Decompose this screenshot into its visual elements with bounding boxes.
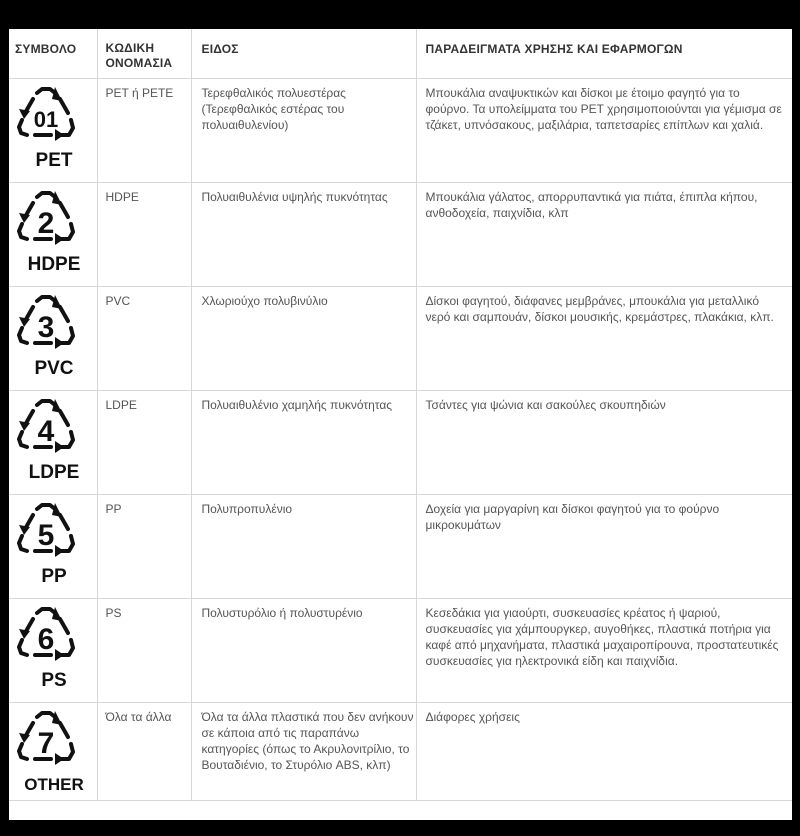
table-row [9,78,792,182]
type-cell: Πολυστυρόλιο ή πολυστυρένιο [191,598,416,702]
code-cell: Όλα τα άλλα [97,702,191,800]
header-code-line2: ΟΝΟΜΑΣΙΑ [105,56,173,70]
uses-cell: Κεσεδάκια για γιαούρτι, συσκευασίες κρέατος ή ψαριού, συσκευασίες για χάμπουργκερ, αυγοθήκες, πλαστικά ποτήρια για καφέ από μηχανήματα, πλαστικά μαχαιροπίρουνα, προστατευτικές συσκευασίες για ηλεκτρονικά είδη και παιχνίδια. [416,598,792,702]
recycling-number: 2 [37,206,55,240]
header-type: ΕΙΔΟΣ [191,29,416,78]
symbol-cell [9,286,97,390]
uses-cell: Δοχεία για μαργαρίνη και δίσκοι φαγητού για το φούρνο μικροκυμάτων [416,494,792,598]
table-header-row [9,29,792,78]
table-row [9,286,792,390]
recycling-number: 3 [37,310,55,344]
uses-cell: Διάφορες χρήσεις [416,702,792,800]
resin-abbreviation: PS [41,669,67,691]
code-cell: HDPE [97,182,191,286]
code-cell: PVC [97,286,191,390]
arrowhead [52,295,62,309]
arrowhead [52,711,62,725]
resin-abbreviation: PET [35,149,73,171]
uses-cell: Δίσκοι φαγητού, διάφανες μεμβράνες, μπουκάλια για μεταλλικό νερό και σαμπουάν, δίσκοι μουσικής, κρεμάστρες, πλακάκια, κλπ. [416,286,792,390]
type-cell: Τερεφθαλικός πολυεστέρας (Τερεφθαλικός εστέρας του πολυαιθυλενίου) [191,78,416,182]
recycling-number: 01 [33,106,59,132]
symbol-cell [9,702,97,800]
arrowhead [52,607,62,621]
recycling-number: 4 [37,414,55,448]
uses-cell: Τσάντες για ψώνια και σακούλες σκουπηδιών [416,390,792,494]
type-cell: Όλα τα άλλα πλαστικά που δεν ανήκουν σε κάποια από τις παραπάνω κατηγορίες (όπως το Ακρυλονιτρίλιο, το Βουταδιένιο, το Στυρόλιο ABS, κλπ) [191,702,416,800]
header-code-line1: ΚΩΔΙΚΗ [105,41,155,55]
resin-abbreviation: LDPE [28,461,80,483]
uses-cell: Μπουκάλια αναψυκτικών και δίσκοι με έτοιμο φαγητό για το φούρνο. Τα υπολείμματα του PET χρησιμοποιούνται για γέμισμα σε τζάκετ, υπνόσακους, μαξιλάρια, ταπετσαρίες επίπλων και χαλιά. [416,78,792,182]
type-cell: Χλωριούχο πολυβινύλιο [191,286,416,390]
symbol-cell [9,78,97,182]
resin-abbreviation: OTHER [24,774,84,794]
table-row [9,182,792,286]
table-row [9,702,792,800]
code-cell: LDPE [97,390,191,494]
resin-abbreviation: HDPE [27,253,81,275]
type-cell: Πολυπροπυλένιο [191,494,416,598]
recycling-codes-table-page [9,29,792,820]
arrowhead [52,399,62,413]
arrowhead [52,503,62,517]
table-row [9,390,792,494]
header-uses: ΠΑΡΑΔΕΙΓΜΑΤΑ ΧΡΗΣΗΣ ΚΑΙ ΕΦΑΡΜΟΓΩΝ [416,29,792,78]
code-cell: PET ή PETE [97,78,191,182]
resin-abbreviation: PVC [34,357,74,379]
symbol-cell [9,182,97,286]
type-cell: Πολυαιθυλένιο χαμηλής πυκνότητας [191,390,416,494]
header-code [97,29,191,78]
symbol-cell [9,390,97,494]
code-cell: PP [97,494,191,598]
table-row [9,494,792,598]
recycling-number: 6 [37,622,55,656]
symbol-cell [9,598,97,702]
arrowhead [52,87,62,101]
table-row [9,598,792,702]
recycling-number: 7 [37,726,55,760]
resin-abbreviation: PP [41,565,67,587]
recycling-number: 5 [37,518,55,552]
type-cell: Πολυαιθυλένια υψηλής πυκνότητας [191,182,416,286]
uses-cell: Μπουκάλια γάλατος, απορρυπαντικά για πιάτα, έπιπλα κήπου, ανθοδοχεία, παιχνίδια, κλπ [416,182,792,286]
plastics-recycling-table [9,29,792,801]
code-cell: PS [97,598,191,702]
arrowhead [52,191,62,205]
header-symbol: ΣΥΜΒΟΛΟ [9,29,97,78]
symbol-cell [9,494,97,598]
